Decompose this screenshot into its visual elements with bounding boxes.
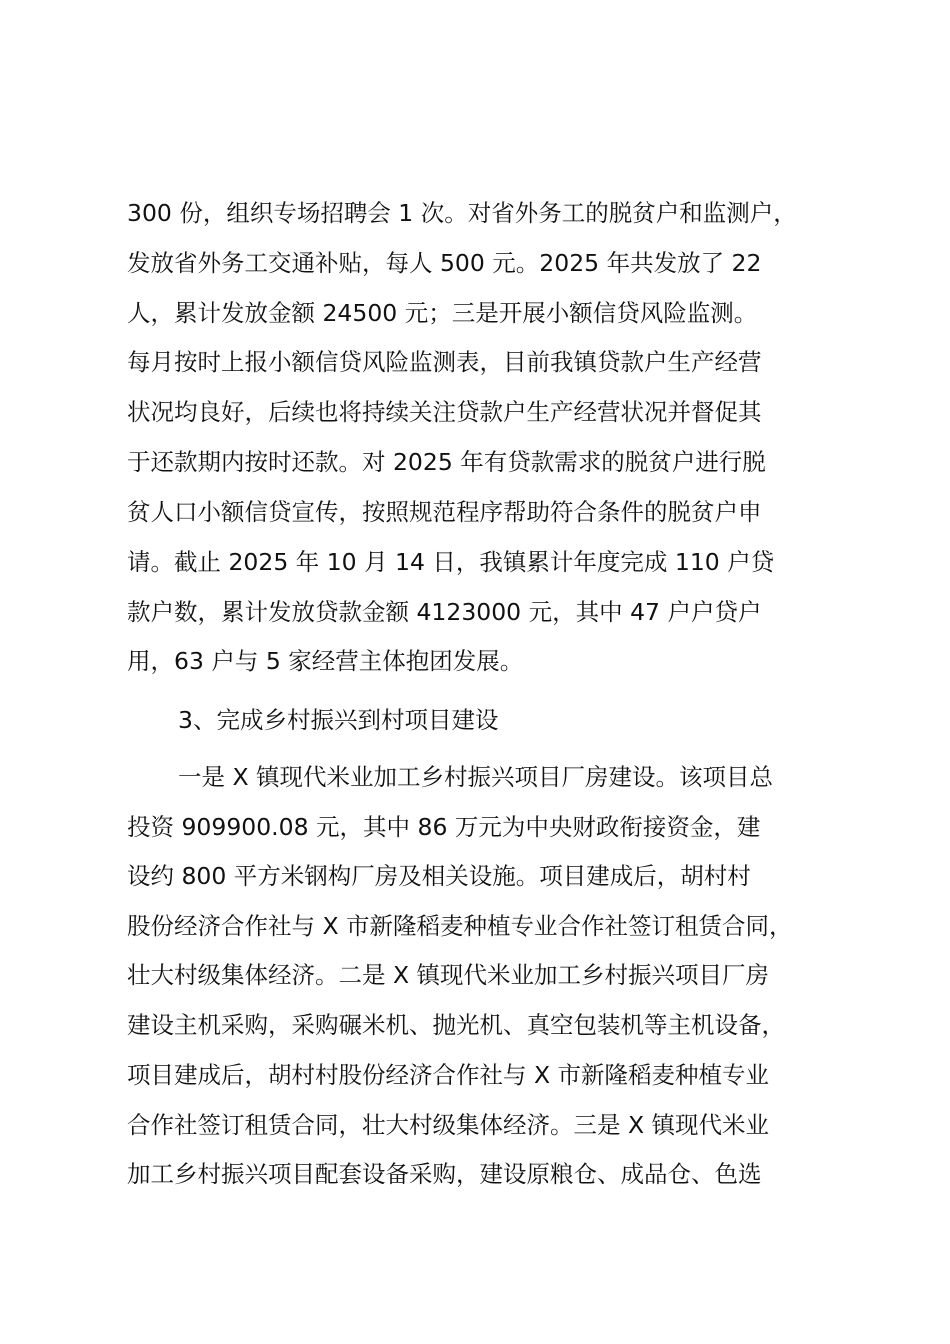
paragraph-line: 一是 X 镇现代米业加工乡村振兴项目厂房建设。该项目总 bbox=[178, 763, 774, 791]
paragraph-line: 加工乡村振兴项目配套设备采购，建设原粮仓、成品仓、色选 bbox=[127, 1160, 762, 1188]
paragraph-line: 设约 800 平方米钢构厂房及相关设施。项目建成后，胡村村 bbox=[127, 862, 751, 890]
paragraph-line: 于还款期内按时还款。对 2025 年有贷款需求的脱贫户进行脱 bbox=[127, 448, 766, 476]
paragraph-line: 请。截止 2025 年 10 月 14 日，我镇累计年度完成 110 户贷 bbox=[127, 548, 775, 576]
paragraph-line: 用，63 户与 5 家经营主体抱团发展。 bbox=[127, 647, 524, 675]
paragraph-line: 合作社签订租赁合同，壮大村级集体经济。三是 X 镇现代米业 bbox=[127, 1111, 770, 1139]
paragraph-line: 每月按时上报小额信贷风险监测表，目前我镇贷款户生产经营 bbox=[127, 348, 762, 376]
paragraph-line: 人，累计发放金额 24500 元；三是开展小额信贷风险监测。 bbox=[127, 299, 758, 327]
paragraph-line: 贫人口小额信贷宣传，按照规范程序帮助符合条件的脱贫户申 bbox=[127, 498, 762, 526]
paragraph-line: 股份经济合作社与 X 市新隆稻麦种植专业合作社签订租赁合同， bbox=[127, 912, 793, 940]
paragraph-line: 300 份，组织专场招聘会 1 次。对省外务工的脱贫户和监测户， bbox=[127, 199, 797, 227]
section-heading: 3、完成乡村振兴到村项目建设 bbox=[178, 706, 499, 734]
paragraph-line: 建设主机采购，采购碾米机、抛光机、真空包装机等主机设备， bbox=[127, 1011, 785, 1039]
paragraph-line: 发放省外务工交通补贴，每人 500 元。2025 年共发放了 22 bbox=[127, 249, 762, 277]
paragraph-line: 投资 909900.08 元，其中 86 万元为中央财政衔接资金，建 bbox=[127, 813, 761, 841]
paragraph-line: 款户数，累计发放贷款金额 4123000 元，其中 47 户户贷户 bbox=[127, 598, 762, 626]
paragraph-line: 状况均良好，后续也将持续关注贷款户生产经营状况并督促其 bbox=[127, 398, 762, 426]
paragraph-line: 壮大村级集体经济。二是 X 镇现代米业加工乡村振兴项目厂房 bbox=[127, 961, 770, 989]
paragraph-line: 项目建成后，胡村村股份经济合作社与 X 市新隆稻麦种植专业 bbox=[127, 1061, 770, 1089]
